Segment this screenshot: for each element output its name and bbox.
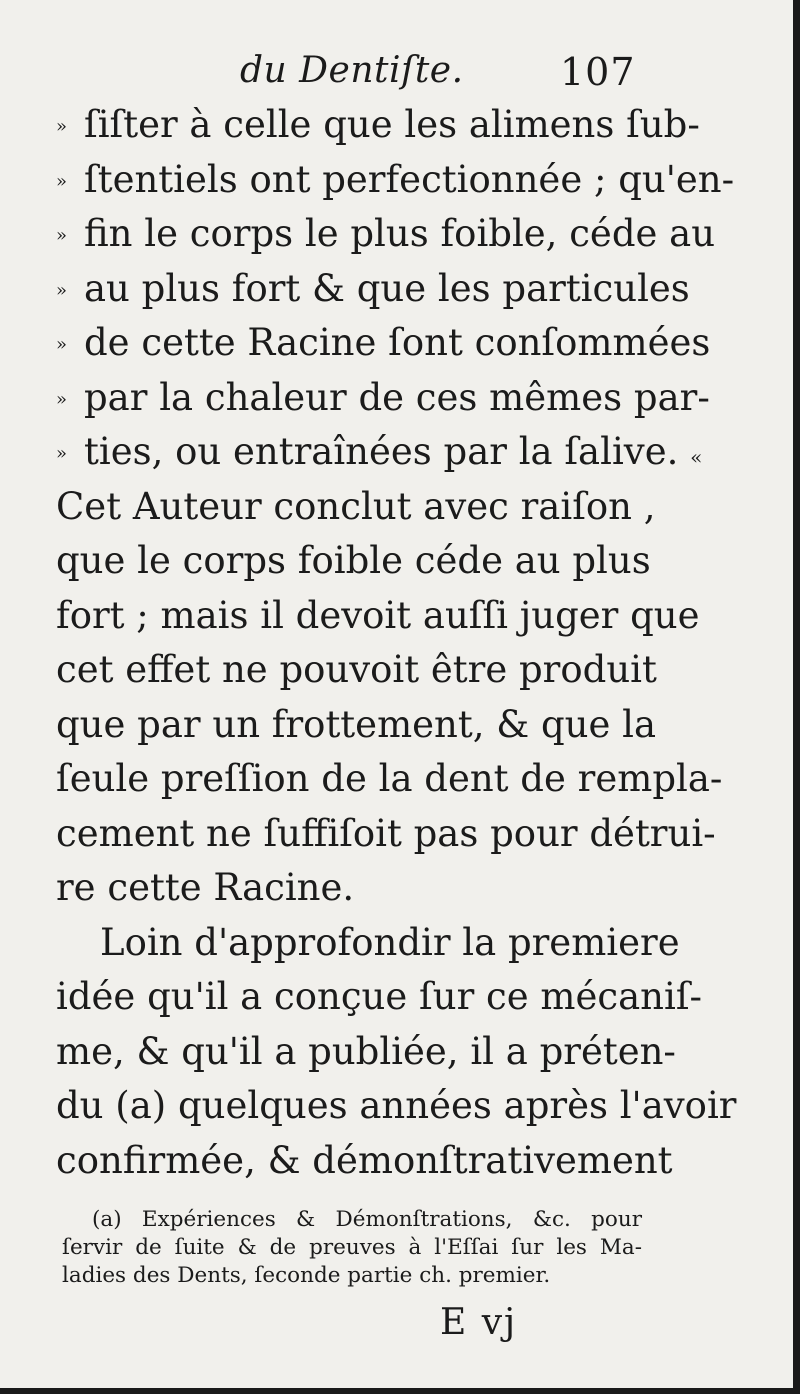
- text-line: me, & qu'il a publiée, il a préten-: [56, 1029, 676, 1073]
- text-line: idée qu'il a conçue ſur ce mécaniſ-: [56, 975, 703, 1018]
- page-number: 107: [560, 50, 636, 94]
- quotation-mark: »: [56, 334, 68, 356]
- text-line: ſeule preſſion de la dent de rempla-: [56, 757, 723, 800]
- closing-quotation-mark: «: [690, 445, 703, 469]
- text-line: » ſiſter à celle que les alimens ſub-: [56, 98, 646, 153]
- text-line: » ſtentiels ont perfectionnée ; qu'en-: [56, 153, 646, 208]
- text-line: que le corps foible céde au plus: [56, 539, 651, 582]
- text-line: fort ; mais il devoit auſſi juger que: [56, 593, 700, 637]
- text-line: » au plus fort & que les particules: [56, 262, 646, 317]
- quotation-mark: »: [56, 116, 68, 138]
- text-line: confirmée, & démonſtrativement: [56, 1138, 673, 1182]
- footnote-line: ſervir de ſuite & de preuves à l'Eſſai ſur les Ma-: [62, 1235, 642, 1260]
- page-header: [0, 50, 793, 98]
- text-line: » par la chaleur de ces mêmes par-: [56, 371, 646, 426]
- quotation-mark: »: [56, 225, 68, 247]
- text-line: cement ne ſuffiſoit pas pour détrui-: [56, 811, 716, 855]
- text-line: Cet Auteur conclut avec raiſon ,: [56, 484, 656, 528]
- body-text: [56, 98, 737, 1188]
- running-title: du Dentiſte.: [240, 50, 464, 91]
- footnote-line: (a) Expériences & Démonſtrations, &c. pour: [92, 1207, 642, 1232]
- text-line: » de cette Racine ſont conſommées: [56, 316, 646, 371]
- text-line: que par un frottement, & que la: [56, 702, 657, 746]
- quotation-mark: »: [56, 170, 68, 192]
- quotation-mark: »: [56, 388, 68, 410]
- text-line: du (a) quelques années après l'avoir: [56, 1084, 737, 1127]
- signature-mark: E vj: [440, 1302, 518, 1343]
- paragraph-start-line: Loin d'approfondir la premiere: [100, 920, 680, 964]
- text-line: cet effet ne pouvoit être produit: [56, 648, 657, 691]
- text-line: » ties, ou entraînées par la ſalive. «: [56, 425, 646, 480]
- footnote: [62, 1206, 642, 1290]
- footnote-line: ladies des Dents, ſeconde partie ch. premier.: [62, 1263, 551, 1288]
- quotation-mark: »: [56, 279, 68, 301]
- text-line: » fin le corps le plus foible, céde au: [56, 207, 646, 262]
- text-line: re cette Racine.: [56, 866, 355, 909]
- quotation-mark: »: [56, 443, 68, 465]
